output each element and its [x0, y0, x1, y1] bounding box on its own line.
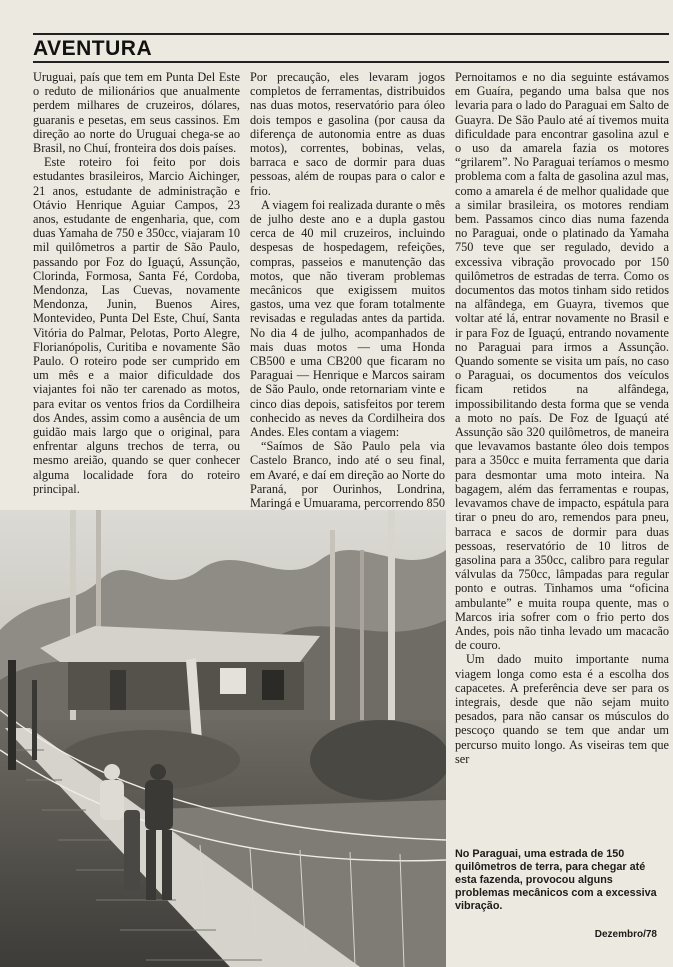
text-column-3: [455, 70, 669, 766]
photo-caption: No Paraguai, uma estrada de 150 quilômetros de terra, para chegar até esta fazenda, provocou alguns problemas mecânicos com a excessiva vibração.: [455, 848, 657, 912]
text-column-1: [33, 70, 240, 496]
paragraph: A viagem foi realizada durante o mês de julho deste ano e a dupla gastou cerca de 40 mil cruzeiros, incluindo despesas de hospedagem, refeições, compras, passeios e manutenção das motos, que não tiveram problemas mecânicos que exigissem muitos gastos, uma vez que foram totalmente revisadas e reguladas antes da partida. No dia 4 de julho, acompanhados de mais duas motos — uma Honda CB500 e uma CB200 que ficaram no Paraguai — Henrique e Marcos sairam de São Paulo, onde retornariam vinte e cinco dias depois, satisfeitos por terem conhecido as neves da Cordilheira dos Andes. Eles contam a viagem:: [250, 197, 445, 440]
paragraph: “Saímos de São Paulo pela via Castelo Branco, indo até o seu final, em Avaré, e daí em direção ao Norte do Paraná, por Ourinhos, Londrina, Maringá e Umuarama, percorrendo 850: [250, 439, 445, 511]
paragraph: Pernoitamos e no dia seguinte estávamos em Guaíra, pegando uma balsa que nos levaria para o lado do Paraguai em Salto de Guayra. De São Paulo até aí tivemos muita dificuldade para encontrar gasolina azul e o uso da amarela fazia os motores “grilarem”. No Paraguai teríamos o mesmo problema com a falta de gasolina azul mas, como a amarela é de melhor qualidade que a similar brasileira, os motores rendiam bem. Passamos cinco dias numa fazenda no Paraguai, onde o platinado da Yamaha 750 teve que ser regulado, devido a excessiva vibração provocado por 150 quilômetros de estradas de terra. Como os documentos das motos tinham sido retidos na alfândega, em Guayra, tivemos que voltar até lá, entrar novamente no Brasil e ir para Foz de Iguaçú, entrando novamente no Paraguai para irmos a Assunção. Quando somente se visita um país, no caso o Paraguai, os documentos dos veículos ficam retidos na alfândega, impossibilitando desta forma que se venda a moto no país. De Foz de Iguaçú até Assunção são 320 quilômetros, de maneira que levavamos bastante óleo dois tempos para a 350cc e muita ferramenta que daria para desmontar uma moto inteira. Na bagagem, além das ferramentas e roupas, levavamos chave de impacto, espátula para tirar o pneu do aro, remendos para pneu, barraca e sacos de dormir para duas pessoas, reservatório de 10 litros de gasolina para a 350cc, calibro para regular válvulas da 750cc, lâmpadas para regular ponto e outras. Tinhamos uma “oficina ambulante” e muita roupa quente, mas o Marcos iria sofrer com o frio perto dos Andes, pois não tinha levado um macacão de couro.: [455, 70, 669, 653]
paragraph: Por precaução, eles levaram jogos completos de ferramentas, distribuidos nas duas motos, reservatório para óleo dois tempos e gasolina (por causa da diferença de autonomia entre as duas motos), correntes, bobinas, velas, barraca e saco de dormir para duas pessoas, além de roupas para o calor e frio.: [250, 70, 445, 198]
page-footer: Dezembro/78: [594, 929, 657, 940]
paragraph: Este roteiro foi feito por dois estudantes brasileiros, Marcio Aichinger, 21 anos, estudante de administração e Otávio Henrique Aguiar Campos, 23 anos, estudante de engenharia, que, com duas Yamaha de 750 e 350cc, viajaram 10 mil quilômetros a partir de São Paulo, passando por Foz do Iguaçú, Assunção, Clorinda, Formosa, Santa Fé, Cordoba, Mendonza, Las Cuevas, novamente Mendonza, Junin, Buenos Aires, Montevideo, Punta Del Este, Chuí, Santa Vitória do Palmar, Pelotas, Porto Alegre, Florianópolis, Curitiba e novamente São Paulo. O roteiro pode ser cumprido em um mês e a maior dificuldade dos viajantes foi não ter carenado as motos, para evitar os ventos frios da Cordilheira dos Andes, assim como a ausência de um guidão mais largo que o original, para enfrentar alguns trechos de terra, ou mesmo areião, quando se quer conhecer alguma localidade fora do roteiro principal.: [33, 155, 240, 496]
text-column-2: [250, 70, 445, 525]
farm-bridge-photo: [0, 510, 446, 967]
paragraph: Uruguai, país que tem em Punta Del Este o reduto de milionários que anualmente perdem milhares de cruzeiros, dólares, guaranis e pesetas, em seus cassinos. Em direção ao norte do Uruguai chega-se ao Brasil, no Chuí, fronteira dos dois países.: [33, 70, 240, 156]
paragraph: Um dado muito importante numa viagem longa como esta é a escolha dos capacetes. A preferência deve ser para os integrais, desde que não sejam muito pesados, para não cansar os músculos do pescoço quando se tem que andar um percurso muito longo. As viseiras tem que ser: [455, 652, 669, 766]
section-title: AVENTURA: [33, 37, 153, 60]
top-rule: [33, 33, 669, 35]
section-rule: [33, 61, 669, 63]
